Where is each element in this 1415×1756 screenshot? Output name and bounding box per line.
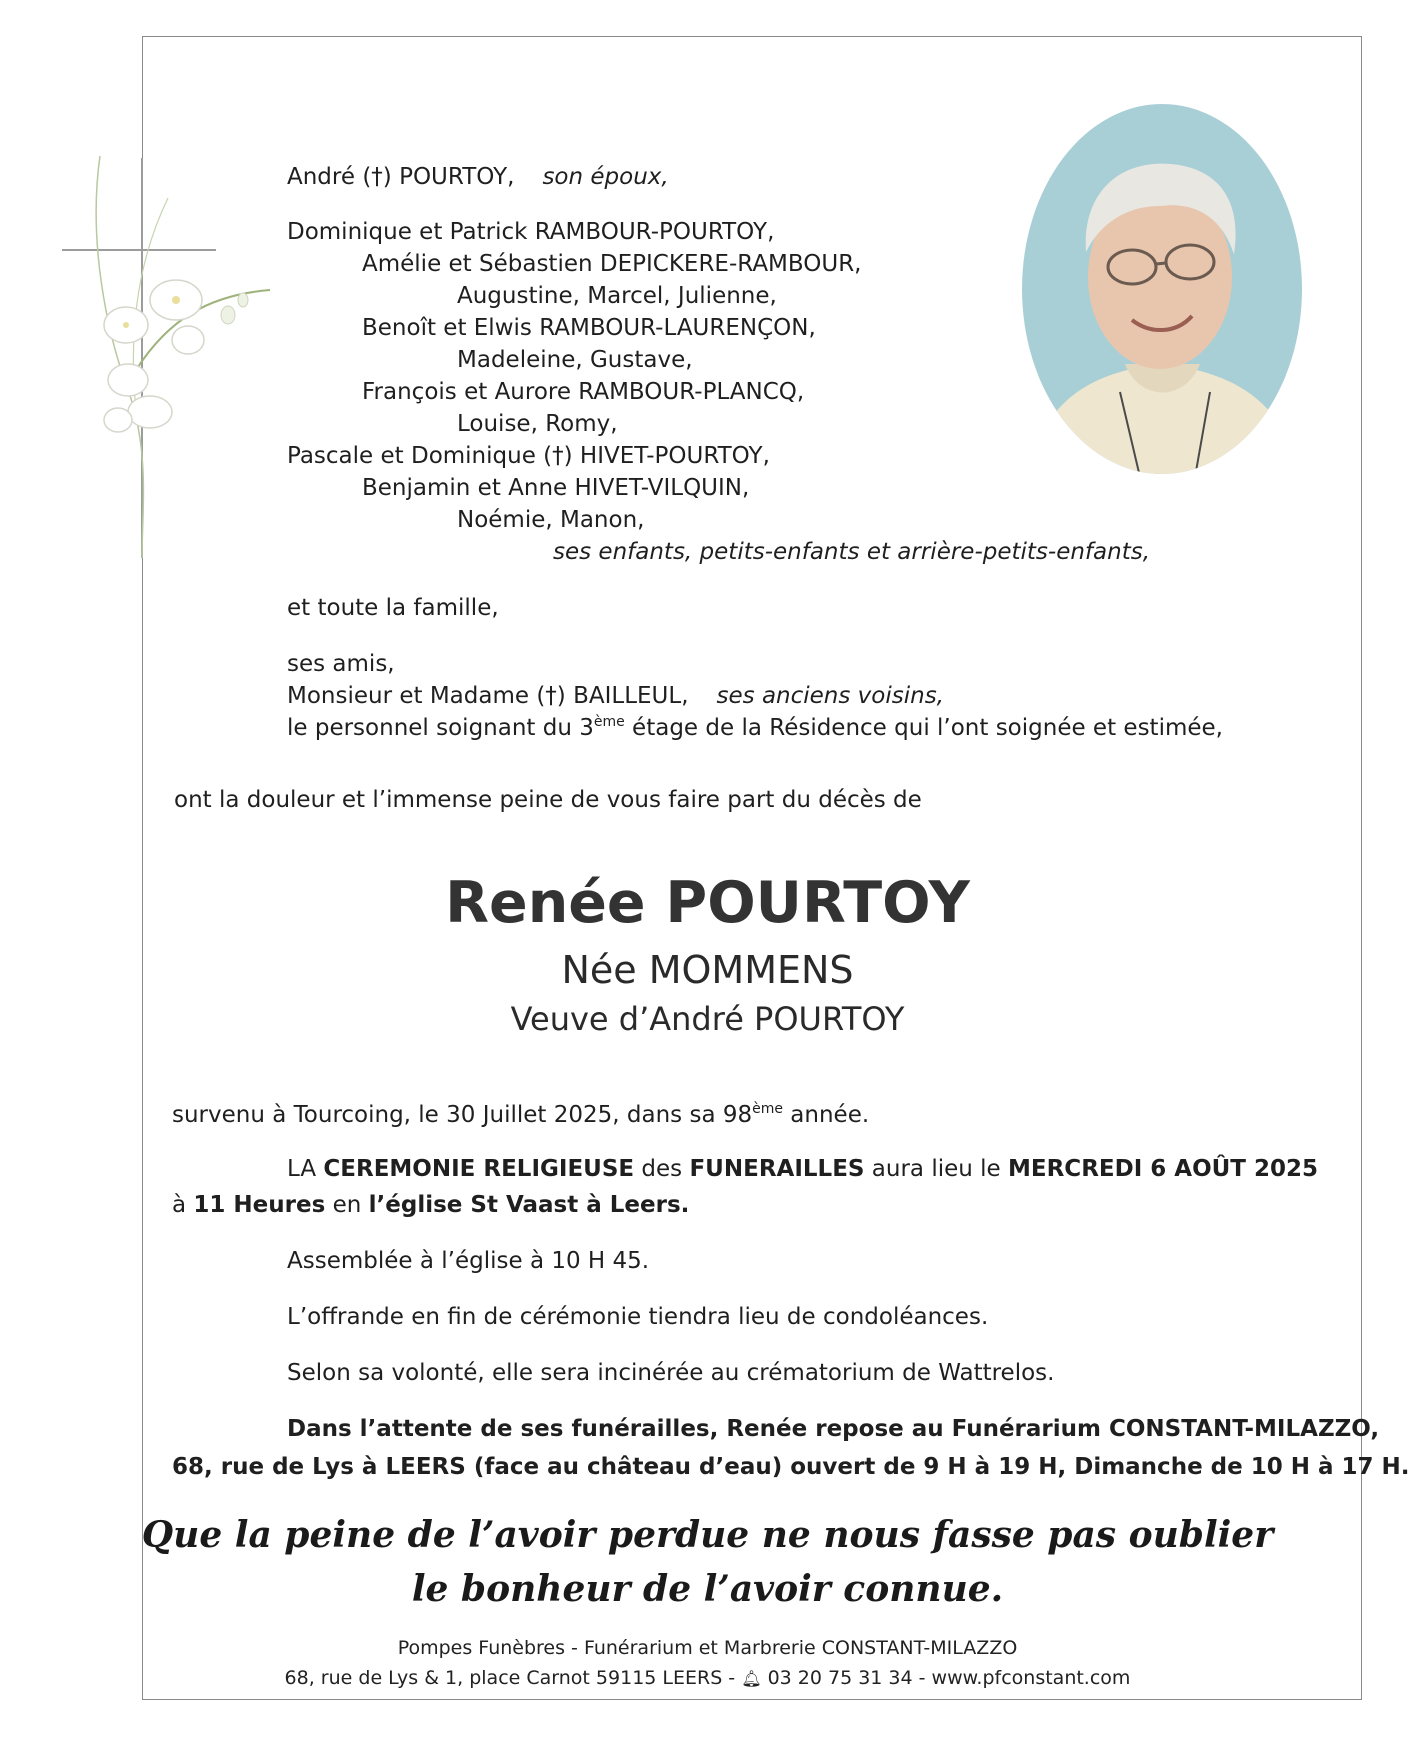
repose-line-2: 68, rue de Lys à LEERS (face au château d’eau) ouvert de 9 H à 19 H, Dimanche de 10 H à 17 H. (172, 1454, 1410, 1480)
deces-line (172, 1100, 869, 1131)
deceased-name: Renée POURTOY (445, 870, 970, 936)
ceremonie-place: l’église St Vaast à Leers. (368, 1192, 690, 1218)
volonte: Selon sa volonté, elle sera incinérée au crématorium de Wattrelos. (287, 1360, 1055, 1386)
widow-of: Veuve d’André POURTOY (510, 1000, 905, 1038)
ceremonie-line-2 (172, 1190, 689, 1221)
toute-famille: et toute la famille, (287, 595, 499, 621)
voisins-name: Monsieur et Madame (†) BAILLEUL, (287, 683, 689, 709)
ceremonie-l2-p1: à (172, 1192, 194, 1218)
maiden-name: Née MOMMENS (561, 948, 854, 992)
footer-phone: 03 20 75 31 34 (767, 1667, 913, 1689)
family-line-10: Noémie, Manon, (457, 507, 645, 533)
footer-line-1: Pompes Funèbres - Funérarium et Marbrerie CONSTANT-MILAZZO (397, 1637, 1018, 1659)
offrande: L’offrande en fin de cérémonie tiendra lieu de condoléances. (287, 1304, 989, 1330)
quote-line-1: Que la peine de l’avoir perdue ne nous fasse pas oublier (141, 1514, 1274, 1556)
family-line-1: Dominique et Patrick RAMBOUR-POURTOY, (287, 219, 775, 245)
ceremonie-date: MERCREDI 6 AOÛT 2025 (1008, 1156, 1319, 1182)
ceremonie-p3: aura lieu le (864, 1156, 1008, 1182)
family-line-4: Benoît et Elwis RAMBOUR-LAURENÇON, (362, 315, 816, 341)
footer-website: - www.pfconstant.com (912, 1667, 1131, 1689)
family-line-0 (287, 162, 669, 193)
ceremonie-time: 11 Heures (193, 1192, 326, 1218)
quote-line-2: le bonheur de l’avoir connue. (411, 1568, 1004, 1610)
family-name-0: André (†) POURTOY, (287, 164, 515, 190)
personnel-post: étage de la Résidence qui l’ont soignée et estimée, (624, 715, 1223, 741)
family-line-3: Augustine, Marcel, Julienne, (457, 283, 777, 309)
cross-orchid-decoration (58, 150, 288, 570)
footer-line-2 (0, 1664, 1415, 1693)
footer-address: 68, rue de Lys & 1, place Carnot 59115 LEERS - (284, 1667, 742, 1689)
personnel-line (287, 713, 1223, 744)
voisins-role: ses anciens voisins, (716, 683, 944, 709)
ceremonie-l2-p2: en (325, 1192, 369, 1218)
amis: ses amis, (287, 651, 395, 677)
personnel-sup: ème (593, 714, 625, 730)
family-line-6: François et Aurore RAMBOUR-PLANCQ, (362, 379, 805, 405)
deces-pre: survenu à Tourcoing, le 30 Juillet 2025, dans sa 98 (172, 1102, 753, 1128)
family-line-2: Amélie et Sébastien DEPICKERE-RAMBOUR, (362, 251, 862, 277)
bell-icon: 🔔︎ (741, 1669, 762, 1688)
ceremonie-line-1 (287, 1154, 1318, 1185)
family-line-8: Pascale et Dominique (†) HIVET-POURTOY, (287, 443, 770, 469)
deces-sup: ème (752, 1101, 783, 1117)
portrait-photo (1020, 102, 1305, 477)
family-line-5: Madeleine, Gustave, (457, 347, 693, 373)
voisins-line (287, 681, 944, 712)
personnel-pre: le personnel soignant du 3 (287, 715, 594, 741)
ceremonie-p2: des (634, 1156, 690, 1182)
annonce: ont la douleur et l’immense peine de vous faire part du décès de (174, 787, 922, 813)
ceremonie-b2: FUNERAILLES (689, 1156, 865, 1182)
ceremonie-p1: LA (287, 1156, 324, 1182)
family-role-0: son époux, (542, 164, 669, 190)
family-line-9: Benjamin et Anne HIVET-VILQUIN, (362, 475, 750, 501)
repose-line-1: Dans l’attente de ses funérailles, Renée repose au Funérarium CONSTANT-MILAZZO, (287, 1416, 1380, 1442)
family-line-11: ses enfants, petits-enfants et arrière-petits-enfants, (553, 539, 1151, 565)
family-line-7: Louise, Romy, (457, 411, 618, 437)
assemblee: Assemblée à l’église à 10 H 45. (287, 1248, 650, 1274)
deces-post: année. (783, 1102, 870, 1128)
ceremonie-b1: CEREMONIE RELIGIEUSE (323, 1156, 635, 1182)
